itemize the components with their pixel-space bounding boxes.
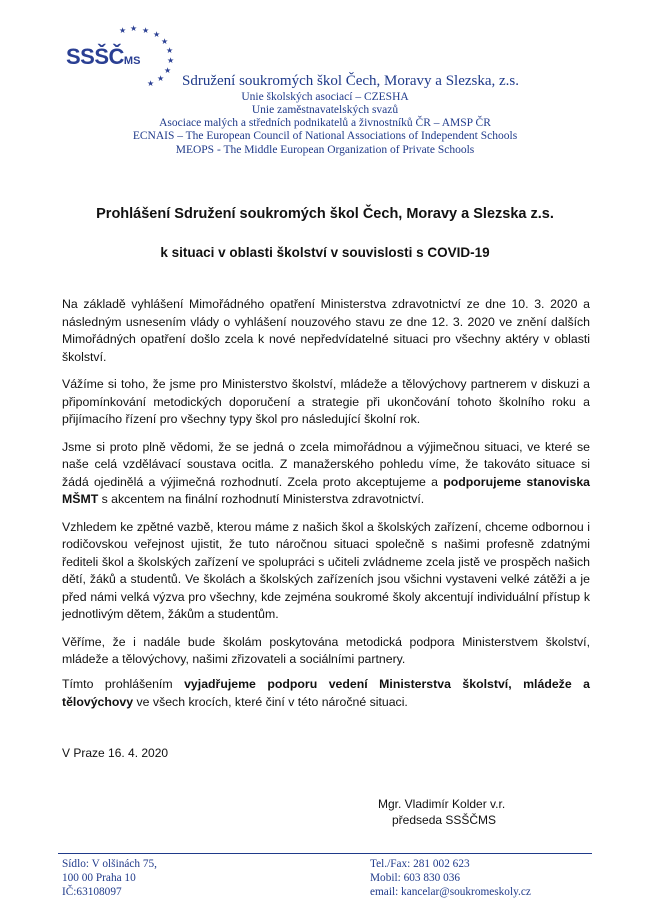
paragraph: Jsme si proto plně vědomi, že se jedná o zcela mimořádnou a výjimečnou situaci, ve které se naše celá vzdělávací soustava ocitla. Z manažerského pohledu víme, že takováto situace si žádá ojedinělá a výjimečná rozhodnutí. Zcela proto akceptujeme a podporujeme stanoviska MŠMT s akcentem na finální rozhodnutí Ministerstva zdravotnictví.	[62, 439, 590, 506]
membership-line: MEOPS - The Middle European Organization of Private Schools	[175, 144, 475, 156]
footer-mobile: Mobil: 603 830 036	[370, 872, 461, 884]
footer-divider	[58, 853, 592, 854]
logo-wordmark: SSŠČMS	[66, 44, 141, 69]
paragraph: Vážíme si toho, že jsme pro Ministerstvo školství, mládeže a tělovýchovy partnerem v diskuzi a připomínkování metodických doporučení a strategie při ukončování tohoto školního roku a přijímacího řízení pro všechny typy škol pro následující školní rok.	[62, 377, 590, 426]
svg-text:★: ★	[153, 30, 161, 39]
svg-text:★: ★	[142, 26, 150, 35]
svg-text:★: ★	[147, 79, 155, 86]
signature-block	[378, 796, 505, 828]
footer-address: Sídlo: V olšinách 75, 100 00 Praha 10 IČ:63108097	[62, 858, 157, 898]
paragraph: Na základě vyhlášení Mimořádného opatření Ministerstva zdravotnictví ze dne 10. 3. 2020 a následným usnesením vlády o vyhlášení nouzového stavu ze dne 12. 3. 2020 ve znění dalších Mimořádných opatření došlo zcela k nové nepředvídatelné situaci pro všechny aktéry v oblasti školství.	[62, 297, 590, 364]
svg-text:★: ★	[119, 26, 127, 35]
svg-text:★: ★	[166, 46, 174, 55]
svg-text:★: ★	[164, 66, 172, 75]
paragraph: Vzhledem ke zpětné vazbě, kterou máme z našich škol a školských zařízení, chceme odbornou i rodičovskou veřejnost ujistit, že tuto náročnou situaci společně s našimi profesně zdatnými řediteli škol a školských zařízení ve spolupráci s učiteli zvládneme zcela jistě ve prospěch našich dětí, žáků a studentů. Ve školách a školských zařízeních jsou všichni vystaveni velké zátěži a je před námi velká výzva pro všechny, kde zejména soukromé školy akcentují individuální přístup k jednotlivým dětem, žákům a studentům.	[62, 519, 590, 621]
svg-text:★: ★	[157, 74, 165, 83]
closing-paragraph: Tímto prohlášením vyjadřujeme podporu vedení Ministerstva školství, mládeže a tělovýchovy ve všech krocích, které činí v této náročné situaci.	[62, 677, 590, 709]
footer-contact	[370, 857, 531, 899]
document-subtitle: k situaci v oblasti školství v souvislosti s COVID-19	[160, 245, 490, 260]
svg-text:★: ★	[167, 56, 175, 65]
signatory-role: předseda SSŠČMS	[392, 813, 497, 827]
document-body	[62, 296, 590, 679]
signatory-name: Mgr. Vladimír Kolder v.r.	[378, 797, 506, 811]
membership-line: Unie školských asociací – CZESHA	[241, 91, 409, 103]
document-title: Prohlášení Sdružení soukromých škol Čech, Moravy a Slezska z.s.	[96, 206, 554, 222]
paragraph: Věříme, že i nadále bude školám poskytována metodická podpora Ministerstvem školství, mládeže a tělovýchovy, našimi zřizovateli a sociálními partnery.	[62, 634, 590, 666]
membership-line: ECNAIS – The European Council of National Associations of Independent Schools	[132, 130, 518, 142]
membership-line: Asociace malých a středních podnikatelů a živnostníků ČR – AMSP ČR	[159, 117, 491, 129]
footer-phone: Tel./Fax: 281 002 623	[370, 858, 470, 870]
document-date: V Praze 16. 4. 2020	[62, 746, 169, 760]
organization-name: Sdružení soukromých škol Čech, Moravy a Slezska, z.s.	[182, 73, 520, 89]
svg-text:★: ★	[130, 24, 138, 33]
membership-line: Unie zaměstnavatelských svazů	[251, 104, 399, 116]
footer-email[interactable]: email: kancelar@soukromeskoly.cz	[370, 886, 531, 898]
svg-text:★: ★	[161, 37, 169, 46]
